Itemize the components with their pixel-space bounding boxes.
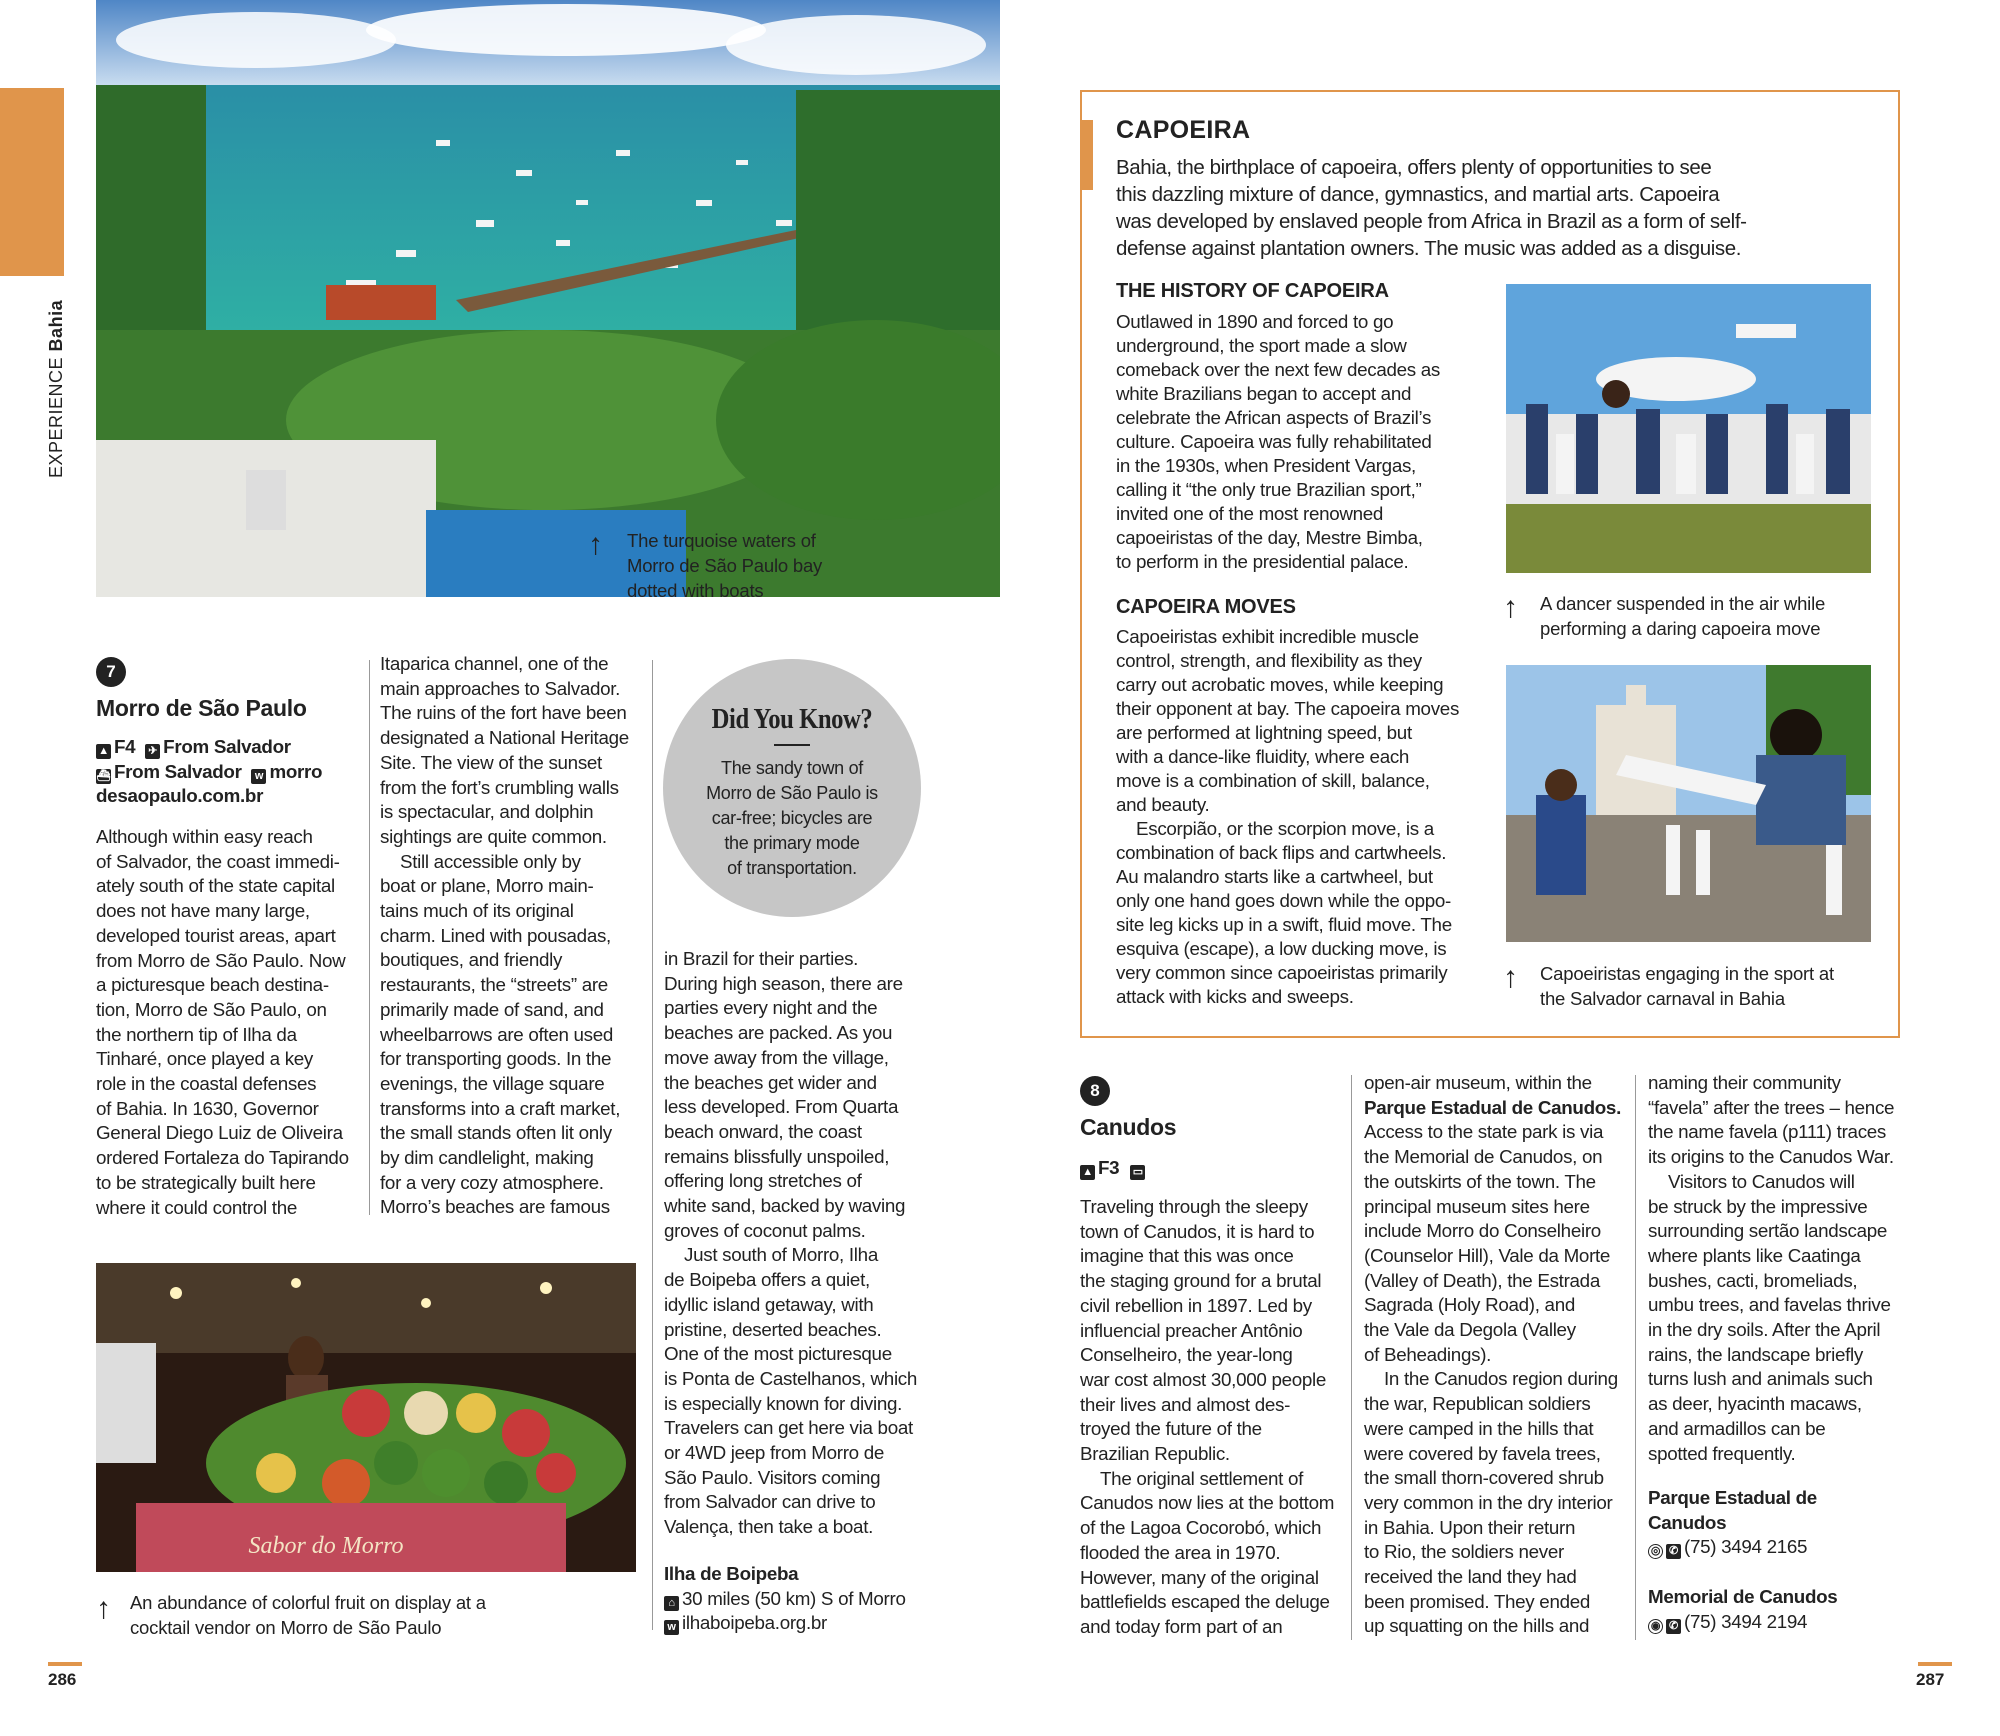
text-line: bushes, cacti, bromeliads, — [1648, 1269, 1858, 1291]
text-line: the northern tip of Ilha da — [96, 1023, 297, 1045]
history-text — [1116, 310, 1496, 574]
text-line: Conselheiro, the year-long — [1080, 1344, 1293, 1366]
flight-info: From Salvador — [163, 736, 291, 757]
text-line: groves of coconut palms. — [664, 1219, 866, 1241]
moves-heading: CAPOEIRA MOVES — [1116, 596, 1296, 618]
text-line: calling it “the only true Brazilian sport,” — [1116, 479, 1422, 500]
text-line: of Beheadings). — [1364, 1343, 1492, 1365]
map-ref: F3 — [1098, 1157, 1120, 1178]
text-line: for a very cozy atmosphere. — [380, 1171, 604, 1193]
text-line: (Valley of Death), the Estrada — [1364, 1269, 1600, 1291]
text-line: Tinharé, once played a key — [96, 1048, 314, 1070]
text-line: underground, the sport made a slow — [1116, 335, 1407, 356]
text-line: their opponent at bay. The capoeira moves — [1116, 698, 1460, 719]
text-line: the beaches get wider and — [664, 1071, 877, 1093]
text-line: and today form part of an — [1080, 1615, 1283, 1637]
column-divider — [1351, 1075, 1352, 1640]
text-line: the outskirts of the town. The — [1364, 1170, 1596, 1192]
page-number-bar — [1918, 1662, 1952, 1666]
caption-arrow-icon: ↑ — [1503, 591, 1518, 624]
text-line: esquiva (escape), a low ducking move, is — [1116, 938, 1447, 959]
morro-column-2 — [380, 652, 650, 1220]
sight-number-badge: 7 — [96, 657, 126, 687]
text-line: the primary mode — [724, 833, 860, 853]
text-line: move away from the village, — [664, 1046, 889, 1068]
running-head-section: EXPERIENCE — [46, 356, 66, 478]
text-line: celebrate the African aspects of Brazil’s — [1116, 407, 1432, 428]
fruit-stand-sign: Sabor do Morro — [248, 1533, 404, 1559]
text-line: boat or plane, Morro main- — [380, 875, 594, 897]
text-line: less developed. From Quarta — [664, 1096, 899, 1118]
did-you-know-rule — [774, 744, 810, 746]
text-line: defense against plantation owners. The music was added as a disguise. — [1116, 237, 1742, 260]
sight-info-line-1 — [96, 735, 366, 760]
ticket-icon: ◎ — [1648, 1544, 1663, 1559]
text-line: and armadillos can be — [1648, 1417, 1826, 1439]
text-line: battlefields escaped the deluge — [1080, 1591, 1330, 1613]
web-link-part-2[interactable]: desaopaulo.com.br — [96, 785, 264, 806]
text-line: this dazzling mixture of dance, gymnastics, and martial arts. Capoeira — [1116, 183, 1720, 206]
text-line: be struck by the impressive — [1648, 1195, 1868, 1217]
text-line: white Brazilians began to accept and — [1116, 383, 1412, 404]
section-tab — [0, 88, 64, 276]
text-line: only one hand goes down while the oppo- — [1116, 890, 1451, 911]
morro-column-3 — [664, 947, 934, 1540]
text-line: to perform in the presidential palace. — [1116, 551, 1409, 572]
text-line: in the dry soils. After the April — [1648, 1319, 1881, 1341]
text-line: transforms into a craft market, — [380, 1097, 621, 1119]
parque-info — [1648, 1486, 1908, 1560]
text-line: were camped in the hills that — [1364, 1417, 1594, 1439]
running-head-region: Bahia — [46, 299, 66, 352]
text-line: wheelbarrows are often used — [380, 1023, 614, 1045]
text-line: ordered Fortaleza do Tapirando — [96, 1147, 349, 1169]
text-line: the staging ground for a brutal — [1080, 1270, 1322, 1292]
fruit-photo-image — [96, 1263, 636, 1572]
text-line: where it could control the — [96, 1196, 297, 1218]
boipeba-web — [664, 1611, 944, 1636]
text-line: does not have many large, — [96, 900, 310, 922]
bay-photo — [96, 0, 1000, 597]
parque-title-2: Canudos — [1648, 1511, 1727, 1533]
text-line: In the Canudos region during — [1384, 1368, 1618, 1390]
did-you-know-title: Did You Know? — [711, 703, 873, 735]
text-line: its origins to the Canudos War. — [1648, 1146, 1894, 1168]
text-line: and beauty. — [1116, 794, 1210, 815]
text-line: One of the most picturesque — [664, 1343, 892, 1365]
text-line: in Brazil for their parties. — [664, 948, 859, 969]
text-line: designated a National Heritage — [380, 727, 629, 749]
text-line: spotted frequently. — [1648, 1442, 1796, 1464]
boat-icon: ⛴ — [96, 769, 111, 782]
column-divider — [1635, 1075, 1636, 1640]
text-line: control, strength, and flexibility as they — [1116, 650, 1422, 671]
text-line: of transportation. — [727, 858, 857, 878]
text-line: a picturesque beach destina- — [96, 974, 329, 996]
page-number-bar — [48, 1662, 82, 1666]
text-line: “favela” after the trees – hence — [1648, 1096, 1895, 1118]
text-line: Bahia, the birthplace of capoeira, offers plenty of opportunities to see — [1116, 156, 1712, 179]
phone-icon: ✆ — [1666, 1619, 1681, 1634]
memorial-phone[interactable]: (75) 3494 2194 — [1684, 1610, 1808, 1632]
text-line: the Vale da Degola (Valley — [1364, 1319, 1576, 1341]
did-you-know-text — [663, 756, 921, 881]
boipeba-title: Ilha de Boipeba — [664, 1563, 799, 1584]
map-icon: ▲ — [1080, 1165, 1095, 1180]
text-line: are performed at lightning speed, but — [1116, 722, 1412, 743]
text-line: town of Canudos, it is hard to — [1080, 1220, 1315, 1242]
caption-arrow-icon: ↑ — [96, 1592, 111, 1625]
text-line: was developed by enslaved people from Africa in Brazil as a form of self- — [1116, 210, 1747, 233]
capoeira-photo-2-image — [1506, 665, 1871, 942]
text-line: São Paulo. Visitors coming — [664, 1466, 881, 1488]
text-line: main approaches to Salvador. — [380, 677, 621, 699]
text-line: very common in the dry interior — [1364, 1491, 1613, 1513]
text-line: ately south of the state capital — [96, 875, 335, 897]
text-line: sightings are quite common. — [380, 825, 607, 847]
text-line: Brazilian Republic. — [1080, 1443, 1230, 1465]
boipeba-info — [664, 1562, 944, 1636]
text-line: their lives and almost des- — [1080, 1393, 1291, 1415]
text-line: rains, the landscape briefly — [1648, 1343, 1864, 1365]
canudos-column-2 — [1364, 1071, 1634, 1639]
text-line: were covered by favela trees, — [1364, 1442, 1601, 1464]
text-line: pristine, deserted beaches. — [664, 1318, 882, 1340]
text-line: General Diego Luiz de Oliveira — [96, 1122, 343, 1144]
text-line: as deer, hyacinth macaws, — [1648, 1393, 1862, 1415]
text-line: Itaparica channel, one of the — [380, 653, 609, 674]
text-line: from Morro de São Paulo. Now — [96, 949, 346, 971]
text-line: white sand, backed by waving — [664, 1195, 906, 1217]
text-line: role in the coastal defenses — [96, 1073, 317, 1095]
history-heading: THE HISTORY OF CAPOEIRA — [1116, 280, 1389, 302]
text-line: Morro de São Paulo is — [706, 783, 878, 803]
text-line: However, many of the original — [1080, 1566, 1319, 1588]
text-line: of Salvador, the coast immedi- — [96, 850, 340, 872]
text-line: to be strategically built here — [96, 1171, 316, 1193]
text-line: Visitors to Canudos will — [1668, 1170, 1855, 1192]
text-line: civil rebellion in 1897. Led by — [1080, 1294, 1312, 1316]
map-ref: F4 — [114, 736, 136, 757]
memorial-title: Memorial de Canudos — [1648, 1586, 1838, 1607]
text-line: The ruins of the fort have been — [380, 702, 627, 724]
text-line: is Ponta de Castelhanos, which — [664, 1367, 918, 1389]
boipeba-web-link[interactable]: ilhaboipeba.org.br — [682, 1612, 827, 1633]
sight-info — [96, 735, 366, 809]
text-line: During high season, there are — [664, 972, 903, 994]
text-line: Traveling through the sleepy — [1080, 1196, 1308, 1217]
text-line: open-air museum, within the — [1364, 1072, 1592, 1093]
boat-info: From Salvador — [114, 760, 242, 782]
fruit-photo-caption: An abundance of colorful fruit on display at a cocktail vendor on Morro de São Paulo — [130, 1592, 486, 1638]
text-line: Access to the state park is via — [1364, 1121, 1604, 1143]
text-line: beach onward, the coast — [664, 1120, 862, 1142]
page-number-right: 287 — [1916, 1670, 1945, 1689]
text-line: tion, Morro de São Paulo, on — [96, 998, 327, 1020]
text-line: to Rio, the soldiers never — [1364, 1541, 1564, 1563]
text-line: the Memorial de Canudos, on — [1364, 1146, 1603, 1168]
text-line: parties every night and the — [664, 997, 878, 1019]
sight-number-badge: 8 — [1080, 1076, 1110, 1106]
column-divider — [369, 660, 370, 1215]
sight-title: Canudos — [1080, 1114, 1177, 1140]
text-line: charm. Lined with pousadas, — [380, 924, 611, 946]
text-line: move is a combination of skill, balance, — [1116, 770, 1430, 791]
capoeira-title: CAPOEIRA — [1116, 116, 1251, 144]
sight-title: Morro de São Paulo — [96, 695, 307, 721]
text-line: idyllic island getaway, with — [664, 1293, 874, 1315]
text-line: umbu trees, and favelas thrive — [1648, 1294, 1891, 1316]
text-line: naming their community — [1648, 1072, 1841, 1093]
text-line: by dim candlelight, making — [380, 1147, 594, 1169]
text-line: Parque Estadual de Canudos. — [1364, 1096, 1621, 1118]
text-line: of the Lagoa Cocorobó, which — [1080, 1517, 1322, 1539]
text-line: Escorpião, or the scorpion move, is a — [1136, 818, 1434, 839]
moves-text — [1116, 625, 1496, 1009]
text-line: of Bahia. In 1630, Governor — [96, 1097, 319, 1119]
text-line: site leg kicks up in a swift, fluid move. The — [1116, 914, 1452, 935]
text-line: (Counselor Hill), Vale da Morte — [1364, 1244, 1611, 1266]
plane-icon: ✈ — [145, 744, 160, 759]
text-line: Outlawed in 1890 and forced to go — [1116, 311, 1394, 332]
text-line: the name favela (p111) traces — [1648, 1121, 1887, 1143]
did-you-know-box — [663, 659, 921, 917]
text-line: or 4WD jeep from Morro de — [664, 1442, 885, 1464]
text-line: surrounding sertão landscape — [1648, 1220, 1888, 1242]
text-line: the small thorn-covered shrub — [1364, 1467, 1604, 1489]
text-line: Au malandro starts like a cartwheel, but — [1116, 866, 1433, 887]
text-line: The original settlement of — [1100, 1467, 1304, 1489]
web-icon: w — [664, 1620, 679, 1635]
text-line: where plants like Caatinga — [1648, 1244, 1861, 1266]
canudos-info — [1080, 1156, 1148, 1181]
text-line: from Salvador can drive to — [664, 1491, 876, 1513]
capoeira-photo-2-caption: Capoeiristas engaging in the sport at the Salvador carnaval in Bahia — [1540, 963, 1834, 1009]
parque-contact — [1648, 1535, 1908, 1560]
text-line: the war, Republican soldiers — [1364, 1393, 1591, 1415]
text-line: war cost almost 30,000 people — [1080, 1368, 1327, 1390]
text-line: principal museum sites here — [1364, 1195, 1590, 1217]
text-line: troyed the future of the — [1080, 1418, 1262, 1440]
capoeira-photo-2 — [1506, 665, 1871, 942]
text-line: for transporting goods. In the — [380, 1048, 612, 1070]
text-line: from the fort’s crumbling walls — [380, 776, 619, 798]
text-line: capoeiristas of the day, Mestre Bimba, — [1116, 527, 1423, 548]
capoeira-title-bar — [1080, 120, 1093, 190]
canudos-column-1 — [1080, 1195, 1350, 1640]
text-line: Morro’s beaches are famous — [380, 1196, 610, 1218]
text-line: with a dance-like fluidity, where each — [1116, 746, 1410, 767]
caption-arrow-icon: ↑ — [588, 528, 603, 561]
text-line: Travelers can get here via boat — [664, 1417, 913, 1439]
capoeira-photo-1-caption: A dancer suspended in the air while performing a daring capoeira move — [1540, 593, 1826, 639]
text-line: primarily made of sand, and — [380, 998, 604, 1020]
capoeira-photo-1-image — [1506, 284, 1871, 573]
text-line: offering long stretches of — [664, 1170, 862, 1192]
text-line: invited one of the most renowned — [1116, 503, 1384, 524]
text-line: Valença, then take a boat. — [664, 1516, 874, 1538]
text-line: tains much of its original — [380, 900, 574, 922]
map-icon: ▲ — [96, 744, 111, 759]
text-line: Although within easy reach — [96, 826, 313, 847]
text-line: comeback over the next few decades as — [1116, 359, 1441, 380]
text-line: combination of back flips and cartwheels. — [1116, 842, 1447, 863]
caption-arrow-icon: ↑ — [1503, 961, 1518, 994]
text-line: imagine that this was once — [1080, 1245, 1294, 1267]
text-line: very common since capoeiristas primarily — [1116, 962, 1448, 983]
text-line: The sandy town of — [721, 758, 863, 778]
text-line: Sagrada (Holy Road), and — [1364, 1294, 1575, 1316]
text-line: is spectacular, and dolphin — [380, 801, 594, 823]
text-line: restaurants, the “streets” are — [380, 974, 608, 996]
sight-info-line-2 — [96, 760, 366, 785]
text-line: remains blissfully unspoiled, — [664, 1145, 890, 1167]
text-line: culture. Capoeira was fully rehabilitated — [1116, 431, 1432, 452]
column-divider — [652, 660, 653, 1630]
text-line: Capoeiristas exhibit incredible muscle — [1116, 626, 1419, 647]
canudos-column-3 — [1648, 1071, 1908, 1466]
text-line: include Morro do Conselheiro — [1364, 1220, 1601, 1242]
text-line: beaches are packed. As you — [664, 1022, 893, 1044]
capoeira-intro — [1116, 154, 1816, 262]
text-line: is especially known for diving. — [664, 1392, 903, 1414]
text-line: developed tourist areas, apart — [96, 924, 336, 946]
text-line: Site. The view of the sunset — [380, 751, 602, 773]
fruit-photo — [96, 1263, 636, 1572]
boipeba-distance-text: 30 miles (50 km) S of Morro — [682, 1587, 906, 1609]
text-line: boutiques, and friendly — [380, 949, 563, 971]
parque-phone[interactable]: (75) 3494 2165 — [1684, 1536, 1808, 1557]
text-line: Still accessible only by — [400, 850, 581, 872]
text-line: Canudos now lies at the bottom — [1080, 1492, 1335, 1514]
web-icon: w — [251, 769, 266, 784]
text-line: in Bahia. Upon their return — [1364, 1516, 1576, 1538]
web-link-part-1[interactable]: morro — [269, 760, 323, 782]
house-icon: ⌂ — [664, 1596, 679, 1611]
text-line: turns lush and animals such — [1648, 1368, 1873, 1390]
text-line: received the land they had — [1364, 1566, 1577, 1588]
text-line: the small stands often lit only — [380, 1122, 612, 1144]
page-number-left: 286 — [48, 1670, 77, 1689]
text-line: de Boipeba offers a quiet, — [664, 1269, 870, 1291]
running-head — [46, 300, 67, 478]
text-line: influencial preacher Antônio — [1080, 1319, 1303, 1341]
text-line: been promised. They ended — [1364, 1590, 1591, 1612]
text-line: Just south of Morro, Ilha — [684, 1244, 878, 1266]
bay-photo-caption: The turquoise waters of Morro de São Paulo bay dotted with boats — [627, 530, 823, 601]
text-line: evenings, the village square — [380, 1072, 605, 1094]
text-line: in the 1930s, when President Vargas, — [1116, 455, 1416, 476]
phone-icon: ✆ — [1666, 1544, 1681, 1559]
museum-icon: ◉ — [1648, 1619, 1663, 1634]
memorial-info — [1648, 1585, 1908, 1634]
bus-icon: ▭ — [1130, 1165, 1145, 1180]
boipeba-distance — [664, 1587, 944, 1612]
text-line: attack with kicks and sweeps. — [1116, 986, 1354, 1007]
memorial-contact — [1648, 1610, 1908, 1635]
text-line: car-free; bicycles are — [711, 808, 873, 828]
text-line: up squatting on the hills and — [1364, 1615, 1590, 1637]
morro-column-1 — [96, 825, 358, 1220]
bay-photo-image — [96, 0, 1000, 597]
text-line: carry out acrobatic moves, while keeping — [1116, 674, 1444, 695]
text-line: flooded the area in 1970. — [1080, 1541, 1281, 1563]
parque-title-1: Parque Estadual de — [1648, 1487, 1817, 1508]
capoeira-photo-1 — [1506, 284, 1871, 573]
